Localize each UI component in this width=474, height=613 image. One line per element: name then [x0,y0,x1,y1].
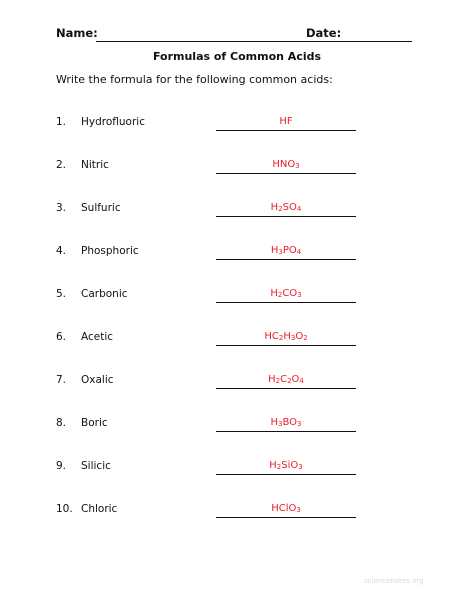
worksheet-title: Formulas of Common Acids [152,50,322,63]
formula-subscript: 3 [278,420,283,428]
list-item [56,460,356,478]
formula-answer [216,245,356,260]
formula-symbol: HClO [271,503,297,514]
formula-symbol: O [295,331,304,342]
formula-answer [216,460,356,475]
instructions: Write the formula for the following common acids: [56,73,333,86]
item-number: 3. [56,202,67,214]
header-row [56,26,416,46]
formula-symbol: C [280,374,288,385]
item-number: 10. [56,503,73,515]
name-line [96,41,348,42]
item-number: 6. [56,331,67,343]
item-number: 9. [56,460,67,472]
list-item [56,116,356,134]
formula-subscript: 2 [275,377,281,385]
formula-symbol: PO [282,245,297,256]
acid-name: Chloric [81,503,118,515]
acid-name: Acetic [81,331,114,343]
list-item [56,245,356,263]
formula-subscript: 2 [278,205,283,213]
acid-name: Silicic [81,460,111,472]
formula-subscript: 4 [296,248,302,256]
formula-subscript: 3 [290,334,296,342]
formula-symbol: H [270,288,278,299]
name-label: Name: [56,26,98,40]
formula-subscript: 3 [278,248,283,256]
list-item [56,503,356,521]
acid-name: Nitric [81,159,109,171]
formula-subscript: 4 [296,205,302,213]
formula-subscript: 3 [298,463,303,471]
item-number: 4. [56,245,67,257]
list-item [56,288,356,306]
acid-name: Phosphoric [81,245,139,257]
formula-symbol: BO [282,417,298,428]
formula-symbol: H [283,331,291,342]
item-number: 1. [56,116,67,128]
formula-subscript: 2 [287,377,292,385]
formula-symbol: CO [282,288,298,299]
acid-name: Oxalic [81,374,114,386]
formula-answer [216,288,356,303]
formula-subscript: 4 [299,377,304,385]
formula-symbol: SiO [281,460,299,471]
formula-answer [216,331,356,346]
formula-answer [216,374,356,389]
acid-name: Sulfuric [81,202,121,214]
item-number: 8. [56,417,67,429]
formula-symbol: H [270,202,279,213]
date-line [342,41,412,42]
formula-answer [216,202,356,217]
formula-symbol: H [268,374,276,385]
list-item [56,331,356,349]
formula-answer [216,417,356,432]
formula-symbol: H [270,245,279,256]
formula-answer [216,159,356,174]
formula-symbol: SO [282,202,297,213]
formula-subscript: 3 [295,162,300,170]
formula-subscript: 2 [276,463,282,471]
formula-subscript: 2 [278,334,284,342]
list-item [56,159,356,177]
item-number: 5. [56,288,67,300]
formula-symbol: HF [279,116,293,127]
acid-name: Boric [81,417,108,429]
formula-symbol: HNO [272,159,296,170]
item-number: 2. [56,159,67,171]
item-number: 7. [56,374,67,386]
formula-subscript: 2 [303,334,308,342]
list-item [56,374,356,392]
formula-subscript: 3 [297,291,302,299]
formula-answer [216,116,356,131]
formula-symbol: O [291,374,300,385]
date-label: Date: [306,26,342,40]
formula-answer [216,503,356,518]
acid-name: Hydrofluoric [81,116,145,128]
formula-subscript: 3 [296,506,301,514]
formula-symbol: H [270,417,279,428]
formula-subscript: 3 [297,420,302,428]
formula-symbol: H [269,460,277,471]
list-item [56,202,356,220]
watermark: sciencenotes.org [364,577,424,585]
formula-subscript: 2 [277,291,283,299]
list-item [56,417,356,435]
formula-symbol: HC [264,331,279,342]
acid-name: Carbonic [81,288,128,300]
